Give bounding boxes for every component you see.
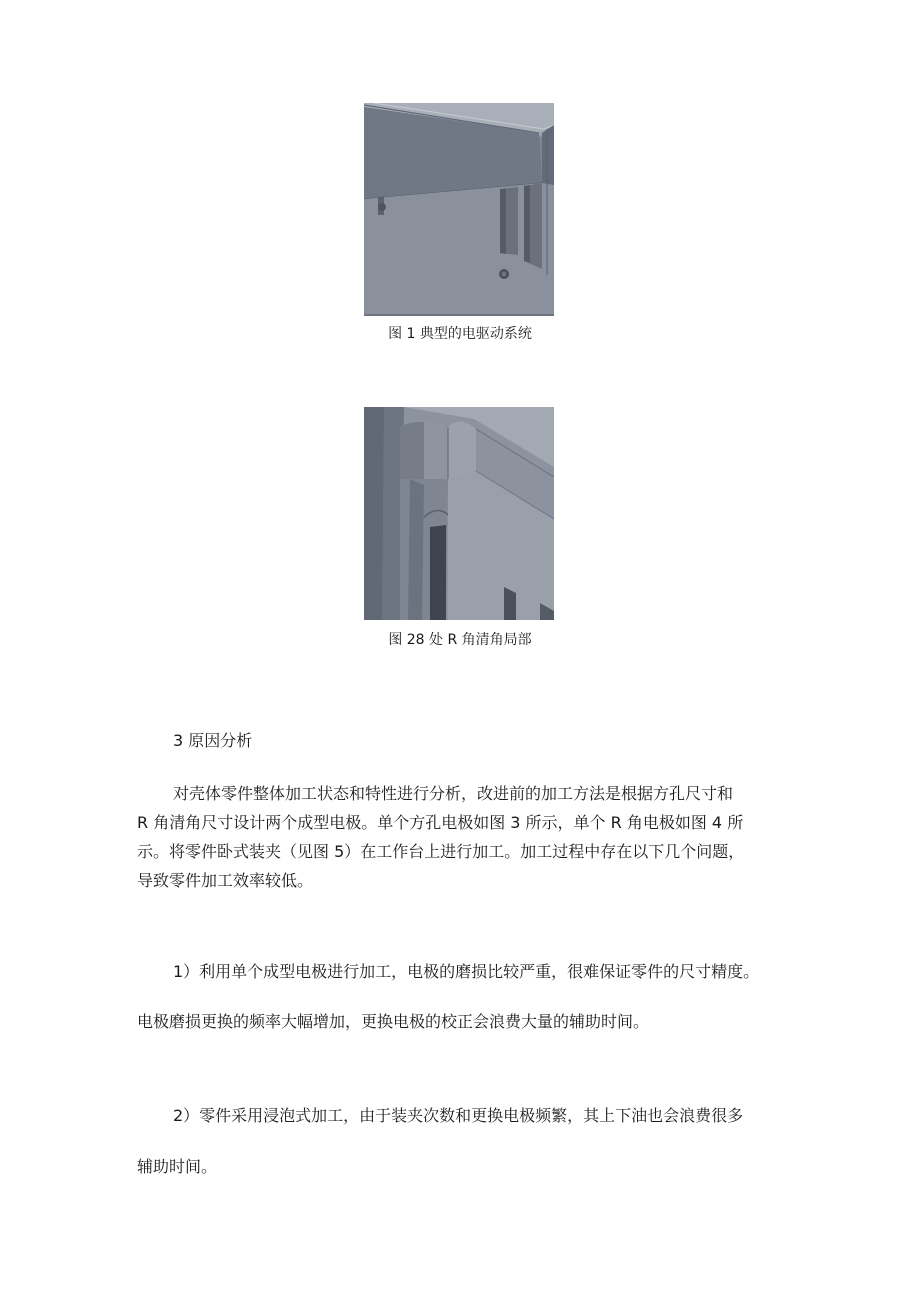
item-1-line-2: 电极磨损更换的频率大幅增加，更换电极的校正会浪费大量的辅助时间。 [137,1012,650,1031]
item-2-line-2: 辅助时间。 [137,1157,218,1176]
paragraph-1-line-1: 对壳体零件整体加工状态和特性进行分析，改进前的加工方法是根据方孔尺寸和 [173,784,734,803]
paragraph-1-line-3: 示。将零件卧式装夹（见图 5）在工作台上进行加工。加工过程中存在以下几个问题， [137,842,745,861]
figure-1-image [364,103,554,316]
figure-1-render [364,103,554,316]
figure-1-caption: 图 1 典型的电驱动系统 [388,326,532,342]
figure-2-caption: 图 28 处 R 角清角局部 [388,632,532,648]
paragraph-1-line-4: 导致零件加工效率较低。 [137,871,314,890]
section-heading: 3 原因分析 [173,731,253,750]
figure-2-render [364,407,554,620]
item-2-line-1: 2）零件采用浸泡式加工，由于装夹次数和更换电极频繁，其上下油也会浪费很多 [173,1106,744,1125]
paragraph-1-line-2: R 角清角尺寸设计两个成型电极。单个方孔电极如图 3 所示，单个 R 角电极如图 4 所 [137,813,744,832]
item-1-line-1: 1）利用单个成型电极进行加工，电极的磨损比较严重，很难保证零件的尺寸精度。 [173,962,760,981]
figure-2-image [364,407,554,620]
